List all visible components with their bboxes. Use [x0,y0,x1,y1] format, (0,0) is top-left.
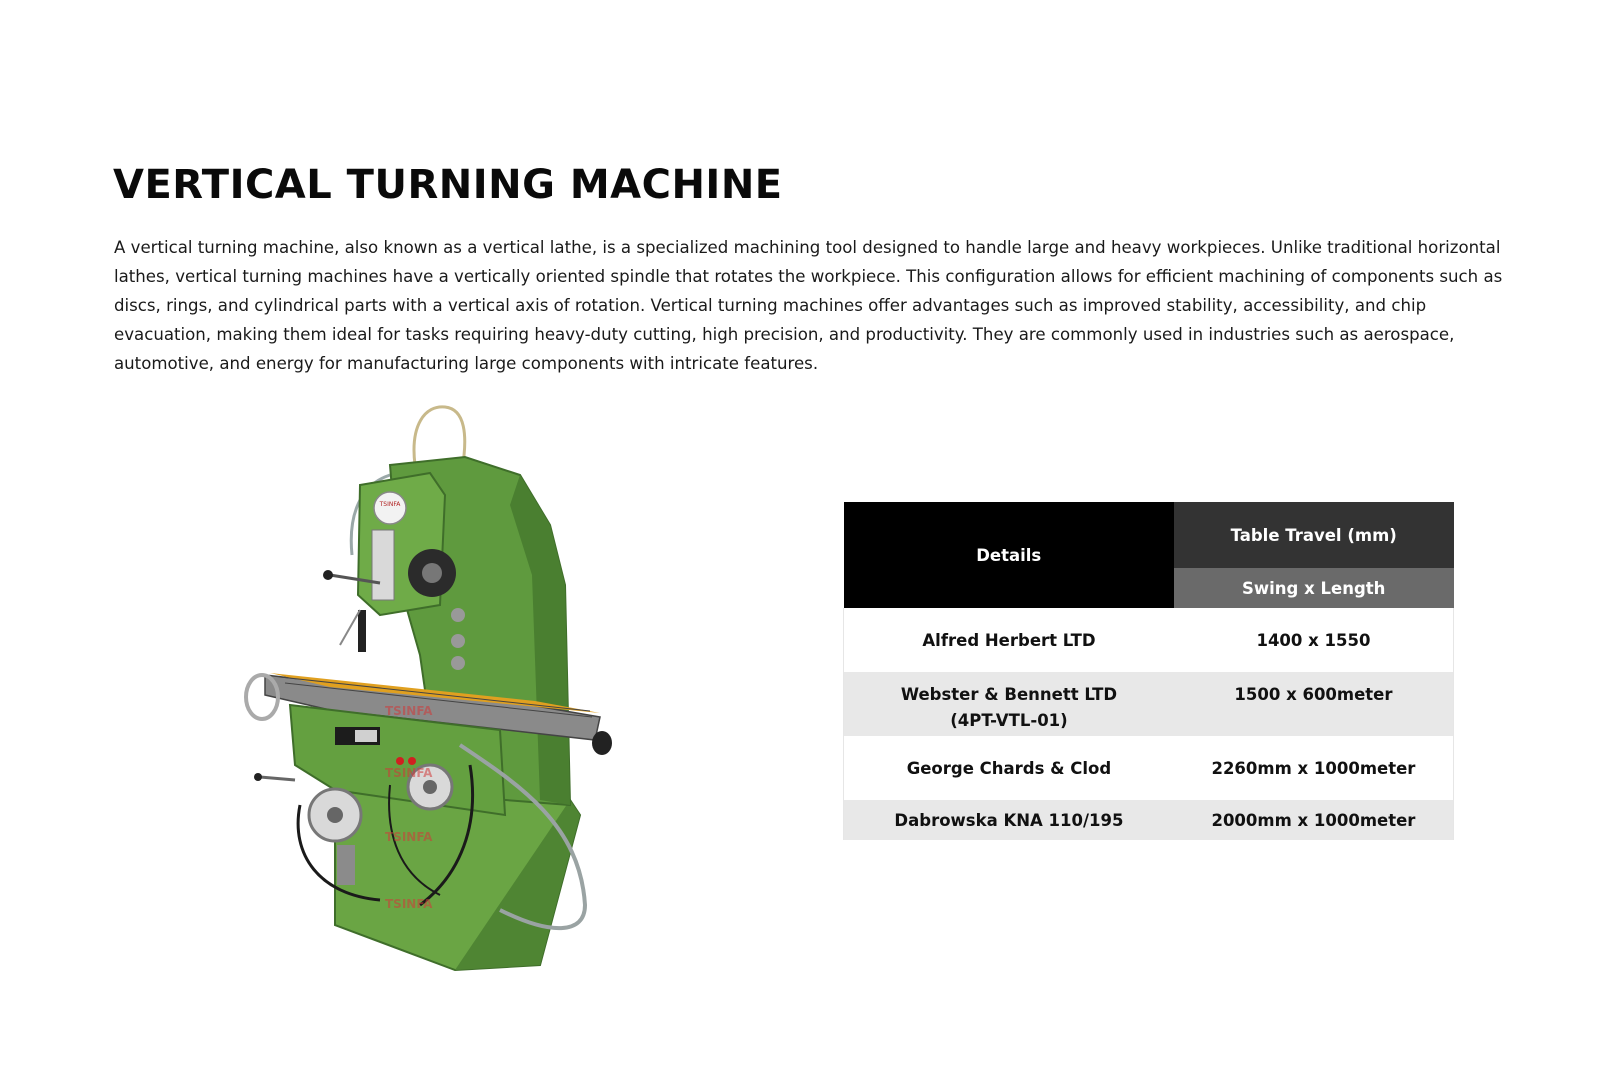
header-swing-length: Swing x Length [1174,568,1454,608]
plate-text: TSINFA [379,501,401,508]
table-row [844,800,1454,840]
watermark-text: TSINFA [385,704,433,718]
row-value: 2000mm x 1000meter [1174,800,1454,840]
page-description: A vertical turning machine, also known as a vertical lathe, is a specialized machining tool designed to handle large and heavy workpieces. Unlike traditional horizontal lathes, vertical turning machines have a vertically oriented spindle that rotates the workpiece. This configuration allows for efficient machining of components such as discs, rings, and cylindrical parts with a vertical axis of rotation. Vertical turning machines offer advantages such as improved stability, accessibility, and chip evacuation, making them ideal for tasks requiring heavy-duty cutting, high precision, and productivity. They are commonly used in industries such as aerospace, automotive, and energy for manufacturing large components with intricate features. [114,238,1503,373]
row-details [844,672,1174,736]
milling-machine-image [240,405,640,985]
page-title: VERTICAL TURNING MACHINE [113,162,783,208]
header-table-travel: Table Travel (mm) [1174,502,1454,568]
table-row [844,608,1454,672]
table-row [844,672,1454,736]
header-details: Details [844,502,1174,608]
watermark-text: TSINFA [385,766,433,780]
table-row [844,736,1454,800]
row-details: George Chards & Clod [844,736,1174,800]
watermark-text: TSINFA [385,897,433,911]
row-details-line2: (4PT-VTL-01) [950,711,1068,730]
row-details: Dabrowska KNA 110/195 [844,800,1174,840]
row-value: 1500 x 600meter [1174,672,1454,736]
row-details-line1: Webster & Bennett LTD [900,685,1118,704]
row-value: 2260mm x 1000meter [1174,736,1454,800]
specifications-table [843,502,1454,840]
row-details: Alfred Herbert LTD [844,608,1174,672]
row-value: 1400 x 1550 [1174,608,1454,672]
watermark-text: TSINFA [385,830,433,844]
